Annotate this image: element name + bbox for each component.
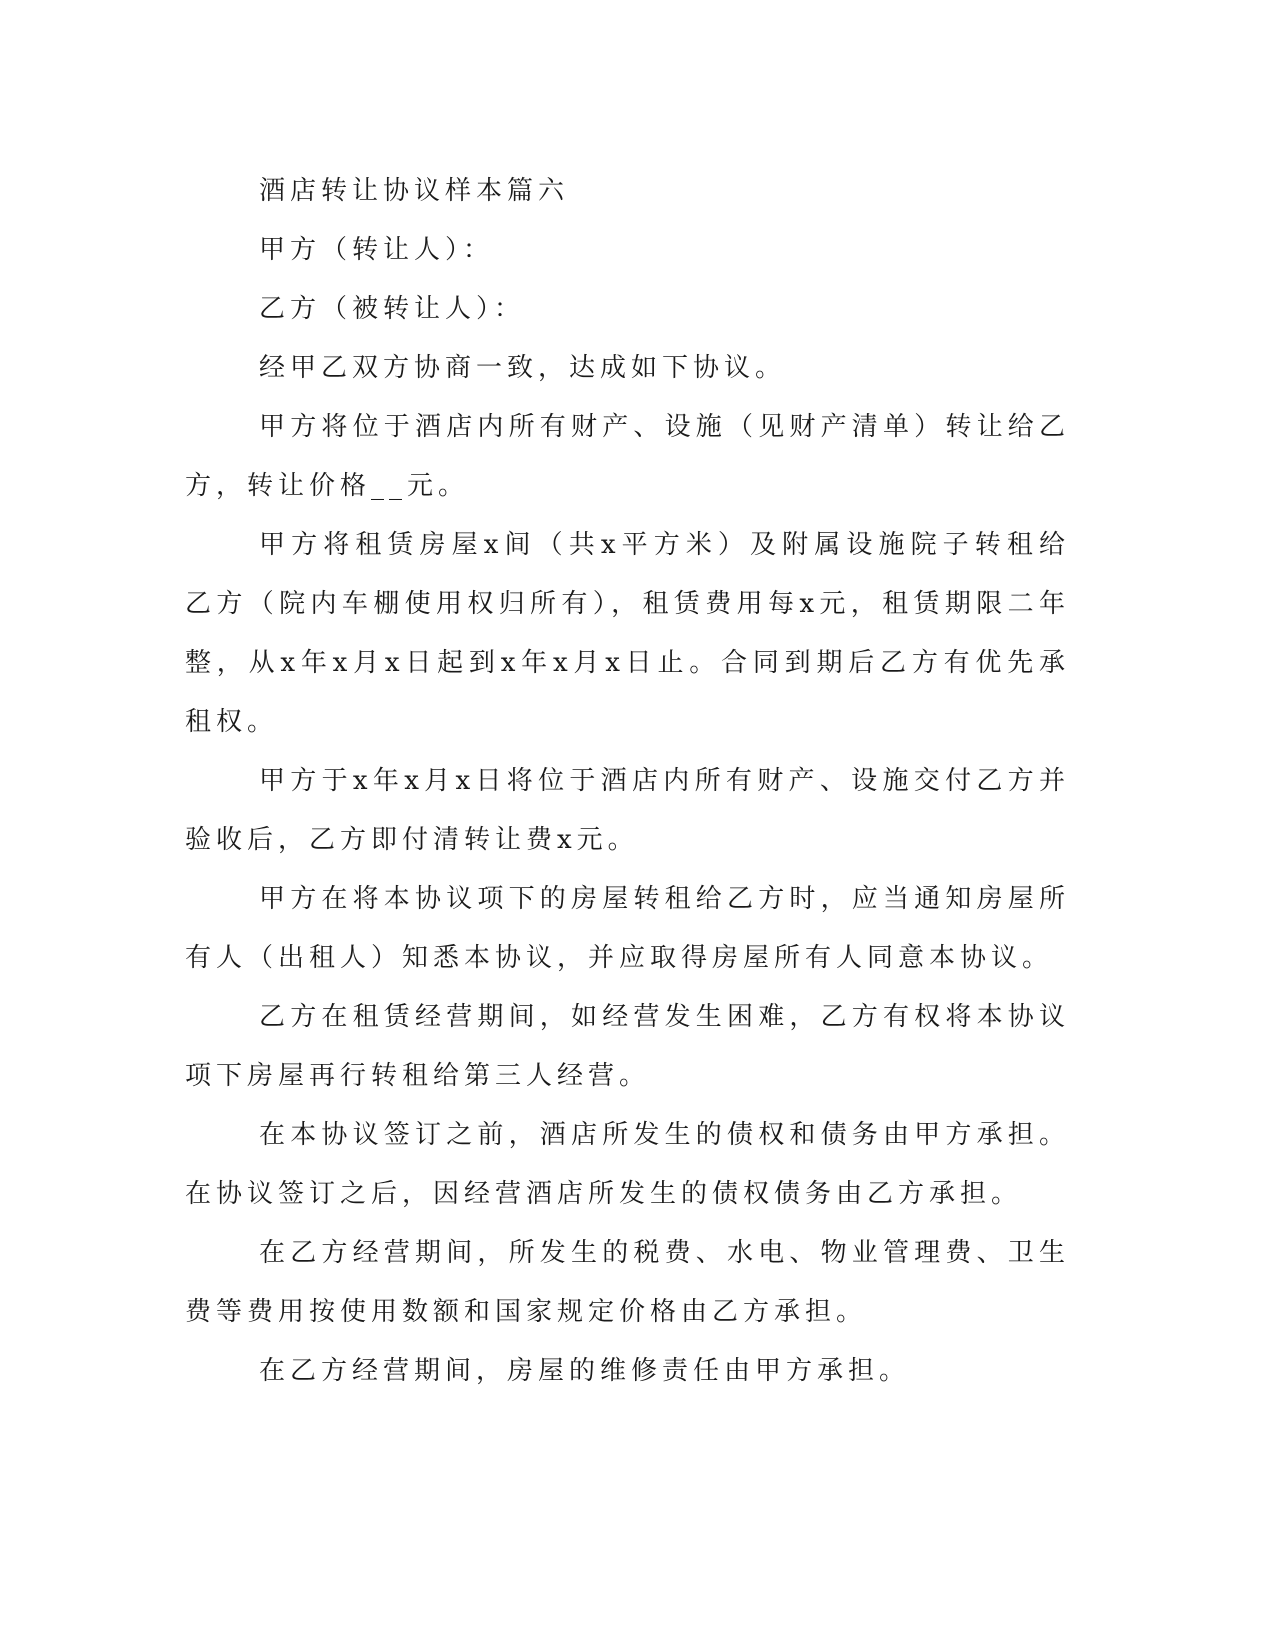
paragraph-agreement-intro: 经甲乙双方协商一致，达成如下协议。 bbox=[259, 353, 787, 383]
paragraph-party-a: 甲方（转让人）： bbox=[259, 235, 495, 265]
paragraph-fees: 在乙方经营期间，所发生的税费、水电、物业管理费、卫生费等费用按使用数额和国家规定价格由乙方承担。 bbox=[185, 1238, 1070, 1327]
paragraph-transfer-property: 甲方将位于酒店内所有财产、设施（见财产清单）转让给乙方，转让价格__元。 bbox=[185, 412, 1070, 501]
paragraph-debts: 在本协议签订之前，酒店所发生的债权和债务由甲方承担。在协议签订之后，因经营酒店所发生的债权债务由乙方承担。 bbox=[185, 1120, 1070, 1209]
document-title: 酒店转让协议样本篇六 bbox=[259, 176, 570, 206]
paragraph-lease-terms: 甲方将租赁房屋x间（共x平方米）及附属设施院子转租给乙方（院内车棚使用权归所有），租赁费用每x元，租赁期限二年整，从x年x月x日起到x年x月x日止。合同到期后乙方有优先承租权。 bbox=[185, 530, 1070, 737]
paragraph-delivery-payment: 甲方于x年x月x日将位于酒店内所有财产、设施交付乙方并验收后，乙方即付清转让费x元。 bbox=[185, 766, 1070, 855]
paragraph-maintenance: 在乙方经营期间，房屋的维修责任由甲方承担。 bbox=[259, 1356, 911, 1386]
paragraph-sublease-right: 乙方在租赁经营期间，如经营发生困难，乙方有权将本协议项下房屋再行转租给第三人经营。 bbox=[185, 1002, 1070, 1091]
document-body bbox=[185, 162, 1070, 1401]
paragraph-party-b: 乙方（被转让人）： bbox=[259, 294, 526, 324]
paragraph-owner-notice: 甲方在将本协议项下的房屋转租给乙方时，应当通知房屋所有人（出租人）知悉本协议，并应取得房屋所有人同意本协议。 bbox=[185, 884, 1070, 973]
